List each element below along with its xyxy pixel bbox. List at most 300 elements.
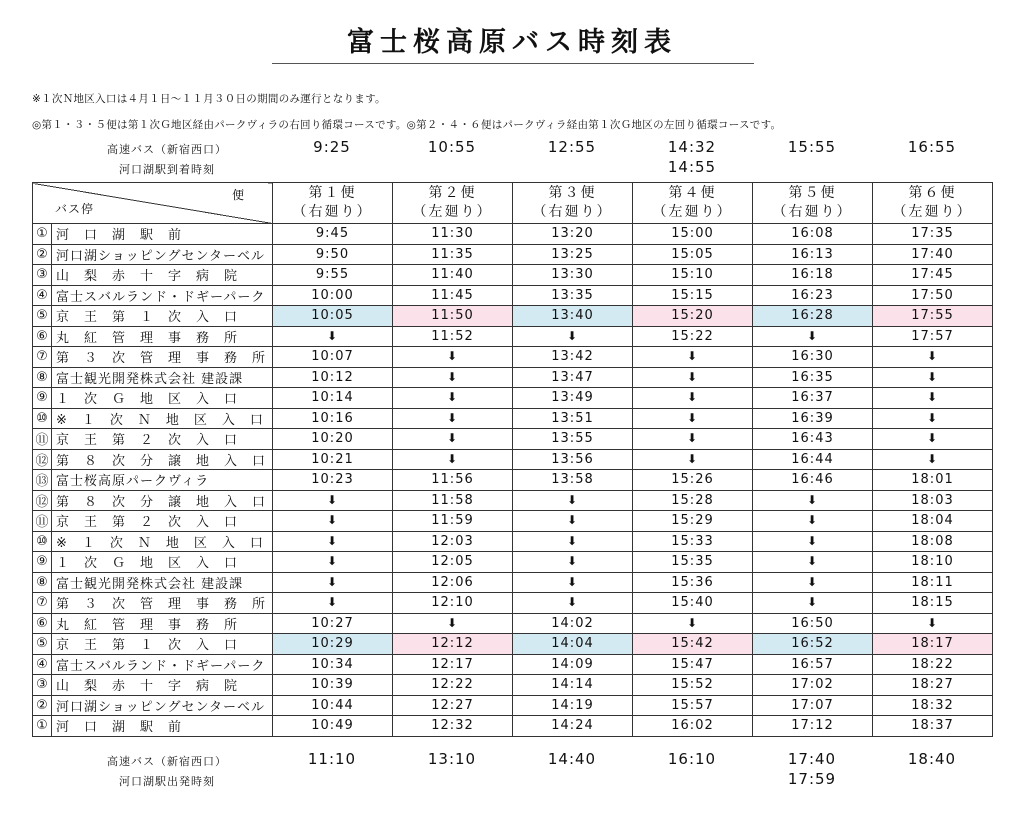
pass-arrow-icon xyxy=(753,531,873,552)
down-arrow-icon: ⬇ xyxy=(566,595,579,610)
table-row xyxy=(33,552,993,573)
time-cell: 11:30 xyxy=(393,224,513,245)
stop-name: 山 梨 赤 十 字 病 院 xyxy=(52,675,273,696)
time-cell: 10:20 xyxy=(273,429,393,450)
table-row xyxy=(33,511,993,532)
time-cell: 10:21 xyxy=(273,449,393,470)
time-cell: 10:00 xyxy=(273,285,393,306)
stop-number: ⑧ xyxy=(33,572,52,593)
pass-arrow-icon xyxy=(513,572,633,593)
time-cell: 11:45 xyxy=(393,285,513,306)
down-arrow-icon: ⬇ xyxy=(806,595,819,610)
time-cell: 18:01 xyxy=(873,470,993,491)
time-cell: 16:18 xyxy=(753,265,873,286)
express-bottom-row xyxy=(32,749,992,769)
operation-note: ※１次Ｎ地区入口は４月１日〜１１月３０日の期間のみ運行となります。 xyxy=(32,93,386,105)
time-cell: 16:46 xyxy=(753,470,873,491)
time-cell: 17:02 xyxy=(753,675,873,696)
time-cell: 16:44 xyxy=(753,449,873,470)
down-arrow-icon: ⬇ xyxy=(446,451,459,466)
time-cell: 10:14 xyxy=(273,388,393,409)
pass-arrow-icon xyxy=(873,429,993,450)
express-bottom-time: 17:40 xyxy=(787,750,837,768)
time-cell: 12:27 xyxy=(393,695,513,716)
express-bottom-time: 13:10 xyxy=(427,750,477,768)
trip-direction: （左廻り） xyxy=(412,204,493,220)
time-cell: 10:27 xyxy=(273,613,393,634)
time-cell: 17:45 xyxy=(873,265,993,286)
down-arrow-icon: ⬇ xyxy=(806,513,819,528)
time-cell: 16:02 xyxy=(633,716,753,737)
stop-name: 第 ３ 次 管 理 事 務 所 xyxy=(52,347,273,368)
time-cell: 10:07 xyxy=(273,347,393,368)
timetable xyxy=(32,182,993,737)
stop-name: １ 次 Ｇ 地 区 入 口 xyxy=(52,552,273,573)
down-arrow-icon: ⬇ xyxy=(566,513,579,528)
stop-name: １ 次 Ｇ 地 区 入 口 xyxy=(52,388,273,409)
time-cell: 13:42 xyxy=(513,347,633,368)
time-cell: 11:50 xyxy=(393,306,513,327)
stop-number: ⑤ xyxy=(33,634,52,655)
arrival-label: 河口湖駅到着時刻 xyxy=(119,163,215,176)
time-cell: 16:23 xyxy=(753,285,873,306)
arrival-row xyxy=(32,157,992,177)
time-cell: 13:47 xyxy=(513,367,633,388)
time-cell: 14:04 xyxy=(513,634,633,655)
pass-arrow-icon xyxy=(273,593,393,614)
down-arrow-icon: ⬇ xyxy=(926,451,939,466)
time-cell: 16:13 xyxy=(753,244,873,265)
time-cell: 10:29 xyxy=(273,634,393,655)
trip-header xyxy=(273,183,393,224)
down-arrow-icon: ⬇ xyxy=(326,513,339,528)
stop-name: 丸 紅 管 理 事 務 所 xyxy=(52,326,273,347)
table-row xyxy=(33,716,993,737)
down-arrow-icon: ⬇ xyxy=(926,349,939,364)
time-cell: 11:58 xyxy=(393,490,513,511)
pass-arrow-icon xyxy=(633,449,753,470)
trip-direction: （左廻り） xyxy=(652,204,733,220)
stop-number: ③ xyxy=(33,675,52,696)
pass-arrow-icon xyxy=(633,367,753,388)
table-row xyxy=(33,593,993,614)
pass-arrow-icon xyxy=(513,490,633,511)
pass-arrow-icon xyxy=(393,429,513,450)
stop-name: 第 ８ 次 分 譲 地 入 口 xyxy=(52,449,273,470)
down-arrow-icon: ⬇ xyxy=(446,410,459,425)
pass-arrow-icon xyxy=(513,511,633,532)
stop-name: 河口湖ショッピングセンターベル xyxy=(52,695,273,716)
down-arrow-icon: ⬇ xyxy=(446,369,459,384)
time-cell: 10:44 xyxy=(273,695,393,716)
time-cell: 12:32 xyxy=(393,716,513,737)
arrival-time: 14:55 xyxy=(667,158,717,176)
time-cell: 15:33 xyxy=(633,531,753,552)
time-cell: 16:50 xyxy=(753,613,873,634)
express-top-row xyxy=(32,137,992,157)
stop-name: 京 王 第 １ 次 入 口 xyxy=(52,634,273,655)
time-cell: 18:27 xyxy=(873,675,993,696)
stop-number: ⑪ xyxy=(33,429,52,450)
pass-arrow-icon xyxy=(753,572,873,593)
time-cell: 15:05 xyxy=(633,244,753,265)
table-row xyxy=(33,429,993,450)
stop-name: 富士スバルランド・ドギーパーク xyxy=(52,285,273,306)
express-bottom-time: 14:40 xyxy=(547,750,597,768)
time-cell: 12:05 xyxy=(393,552,513,573)
pass-arrow-icon xyxy=(513,326,633,347)
stop-name: 第 ８ 次 分 譲 地 入 口 xyxy=(52,490,273,511)
table-row xyxy=(33,695,993,716)
time-cell: 18:08 xyxy=(873,531,993,552)
time-cell: 15:00 xyxy=(633,224,753,245)
timetable-body xyxy=(33,224,993,737)
down-arrow-icon: ⬇ xyxy=(686,451,699,466)
express-arrival-block xyxy=(32,137,992,177)
down-arrow-icon: ⬇ xyxy=(806,574,819,589)
table-row xyxy=(33,634,993,655)
down-arrow-icon: ⬇ xyxy=(806,492,819,507)
down-arrow-icon: ⬇ xyxy=(566,554,579,569)
stop-number: ⑧ xyxy=(33,367,52,388)
time-cell: 12:03 xyxy=(393,531,513,552)
stop-name: 河 口 湖 駅 前 xyxy=(52,224,273,245)
time-cell: 14:02 xyxy=(513,613,633,634)
time-cell: 12:22 xyxy=(393,675,513,696)
pass-arrow-icon xyxy=(873,408,993,429)
time-cell: 16:30 xyxy=(753,347,873,368)
down-arrow-icon: ⬇ xyxy=(326,595,339,610)
pass-arrow-icon xyxy=(753,511,873,532)
time-cell: 12:17 xyxy=(393,654,513,675)
stop-number: ⑦ xyxy=(33,347,52,368)
pass-arrow-icon xyxy=(513,552,633,573)
express-top-time: 12:55 xyxy=(547,138,597,156)
down-arrow-icon: ⬇ xyxy=(566,574,579,589)
time-cell: 16:35 xyxy=(753,367,873,388)
pass-arrow-icon xyxy=(513,593,633,614)
down-arrow-icon: ⬇ xyxy=(686,369,699,384)
down-arrow-icon: ⬇ xyxy=(926,369,939,384)
time-cell: 17:50 xyxy=(873,285,993,306)
trip-header xyxy=(873,183,993,224)
trip-name: 第２便 xyxy=(428,185,477,201)
pass-arrow-icon xyxy=(633,429,753,450)
time-cell: 15:36 xyxy=(633,572,753,593)
pass-arrow-icon xyxy=(753,593,873,614)
down-arrow-icon: ⬇ xyxy=(446,349,459,364)
down-arrow-icon: ⬇ xyxy=(326,492,339,507)
pass-arrow-icon xyxy=(393,449,513,470)
express-top-time: 14:32 xyxy=(667,138,717,156)
time-cell: 18:04 xyxy=(873,511,993,532)
time-cell: 10:39 xyxy=(273,675,393,696)
pass-arrow-icon xyxy=(273,531,393,552)
time-cell: 17:57 xyxy=(873,326,993,347)
pass-arrow-icon xyxy=(873,613,993,634)
express-top-time: 10:55 xyxy=(427,138,477,156)
express-bottom-time: 18:40 xyxy=(907,750,957,768)
pass-arrow-icon xyxy=(393,347,513,368)
table-row xyxy=(33,388,993,409)
stop-name: 富士観光開発株式会社 建設課 xyxy=(52,572,273,593)
departure-row xyxy=(32,769,992,789)
down-arrow-icon: ⬇ xyxy=(686,410,699,425)
down-arrow-icon: ⬇ xyxy=(326,554,339,569)
time-cell: 17:55 xyxy=(873,306,993,327)
down-arrow-icon: ⬇ xyxy=(446,431,459,446)
down-arrow-icon: ⬇ xyxy=(686,431,699,446)
table-row xyxy=(33,613,993,634)
stop-name: 富士スバルランド・ドギーパーク xyxy=(52,654,273,675)
stop-number: ⑨ xyxy=(33,388,52,409)
down-arrow-icon: ⬇ xyxy=(806,328,819,343)
trip-name: 第４便 xyxy=(668,185,717,201)
trip-direction: （右廻り） xyxy=(292,204,373,220)
table-row xyxy=(33,408,993,429)
stop-number: ④ xyxy=(33,285,52,306)
time-cell: 18:10 xyxy=(873,552,993,573)
stop-name: 河 口 湖 駅 前 xyxy=(52,716,273,737)
express-bottom-time: 11:10 xyxy=(307,750,357,768)
pass-arrow-icon xyxy=(633,408,753,429)
time-cell: 16:57 xyxy=(753,654,873,675)
time-cell: 12:06 xyxy=(393,572,513,593)
time-cell: 13:56 xyxy=(513,449,633,470)
time-cell: 16:28 xyxy=(753,306,873,327)
time-cell: 11:59 xyxy=(393,511,513,532)
table-row xyxy=(33,306,993,327)
down-arrow-icon: ⬇ xyxy=(686,390,699,405)
time-cell: 18:15 xyxy=(873,593,993,614)
stop-number: ⑫ xyxy=(33,490,52,511)
time-cell: 10:05 xyxy=(273,306,393,327)
table-row xyxy=(33,244,993,265)
time-cell: 14:14 xyxy=(513,675,633,696)
time-cell: 13:40 xyxy=(513,306,633,327)
table-row xyxy=(33,572,993,593)
pass-arrow-icon xyxy=(633,388,753,409)
time-cell: 17:35 xyxy=(873,224,993,245)
time-cell: 15:28 xyxy=(633,490,753,511)
stop-name: 富士観光開発株式会社 建設課 xyxy=(52,367,273,388)
table-row xyxy=(33,449,993,470)
time-cell: 10:16 xyxy=(273,408,393,429)
express-top-time: 9:25 xyxy=(313,138,351,156)
down-arrow-icon: ⬇ xyxy=(926,410,939,425)
stop-number: ② xyxy=(33,695,52,716)
time-cell: 13:35 xyxy=(513,285,633,306)
bin-label: 便 xyxy=(231,188,246,202)
time-cell: 15:35 xyxy=(633,552,753,573)
down-arrow-icon: ⬇ xyxy=(926,615,939,630)
stop-number: ⑩ xyxy=(33,531,52,552)
time-cell: 12:10 xyxy=(393,593,513,614)
down-arrow-icon: ⬇ xyxy=(566,492,579,507)
down-arrow-icon: ⬇ xyxy=(566,328,579,343)
down-arrow-icon: ⬇ xyxy=(806,533,819,548)
time-cell: 15:57 xyxy=(633,695,753,716)
time-cell: 15:40 xyxy=(633,593,753,614)
trip-name: 第３便 xyxy=(548,185,597,201)
time-cell: 10:23 xyxy=(273,470,393,491)
stop-number: ② xyxy=(33,244,52,265)
page-title: 富士桜高原バス時刻表 xyxy=(347,27,677,58)
pass-arrow-icon xyxy=(273,552,393,573)
stop-name: 京 王 第 １ 次 入 口 xyxy=(52,306,273,327)
time-cell: 15:29 xyxy=(633,511,753,532)
pass-arrow-icon xyxy=(273,490,393,511)
time-cell: 12:12 xyxy=(393,634,513,655)
stop-number: ⑥ xyxy=(33,326,52,347)
trip-header xyxy=(753,183,873,224)
stop-number: ① xyxy=(33,224,52,245)
time-cell: 11:56 xyxy=(393,470,513,491)
time-cell: 13:49 xyxy=(513,388,633,409)
table-row xyxy=(33,531,993,552)
time-cell: 13:25 xyxy=(513,244,633,265)
express-top-time: 16:55 xyxy=(907,138,957,156)
express-top-label: 高速バス（新宿西口） xyxy=(107,143,227,156)
table-row xyxy=(33,470,993,491)
time-cell: 16:52 xyxy=(753,634,873,655)
stop-number: ⑫ xyxy=(33,449,52,470)
trip-name: 第６便 xyxy=(908,185,957,201)
time-cell: 14:24 xyxy=(513,716,633,737)
down-arrow-icon: ⬇ xyxy=(806,554,819,569)
time-cell: 14:19 xyxy=(513,695,633,716)
time-cell: 17:07 xyxy=(753,695,873,716)
time-cell: 13:58 xyxy=(513,470,633,491)
trip-direction: （左廻り） xyxy=(892,204,973,220)
pass-arrow-icon xyxy=(513,531,633,552)
stop-name: 京 王 第 ２ 次 入 口 xyxy=(52,511,273,532)
trip-direction: （右廻り） xyxy=(772,204,853,220)
time-cell: 14:09 xyxy=(513,654,633,675)
time-cell: 13:51 xyxy=(513,408,633,429)
stop-name: 丸 紅 管 理 事 務 所 xyxy=(52,613,273,634)
table-row xyxy=(33,490,993,511)
stop-label: バス停 xyxy=(55,202,95,216)
time-cell: 16:37 xyxy=(753,388,873,409)
time-cell: 15:15 xyxy=(633,285,753,306)
pass-arrow-icon xyxy=(873,347,993,368)
stop-name: 富士桜高原パークヴィラ xyxy=(52,470,273,491)
stop-number: ③ xyxy=(33,265,52,286)
express-bottom-time: 16:10 xyxy=(667,750,717,768)
express-departure-block xyxy=(32,749,992,789)
time-cell: 15:47 xyxy=(633,654,753,675)
pass-arrow-icon xyxy=(273,511,393,532)
down-arrow-icon: ⬇ xyxy=(446,390,459,405)
time-cell: 15:20 xyxy=(633,306,753,327)
time-cell: 9:45 xyxy=(273,224,393,245)
down-arrow-icon: ⬇ xyxy=(686,615,699,630)
stop-number: ⑥ xyxy=(33,613,52,634)
stop-name: ※ １ 次 Ｎ 地 区 入 口 xyxy=(52,531,273,552)
time-cell: 11:52 xyxy=(393,326,513,347)
time-cell: 16:08 xyxy=(753,224,873,245)
stop-number: ⑦ xyxy=(33,593,52,614)
pass-arrow-icon xyxy=(273,572,393,593)
down-arrow-icon: ⬇ xyxy=(326,328,339,343)
trip-direction: （右廻り） xyxy=(532,204,613,220)
down-arrow-icon: ⬇ xyxy=(446,615,459,630)
time-cell: 18:03 xyxy=(873,490,993,511)
time-cell: 10:12 xyxy=(273,367,393,388)
route-note: ◎第１・３・５便は第１次Ｇ地区経由パークヴィラの右回り循環コースです。◎第２・４・６便はパークヴィラ経由第１次Ｇ地区の左回り循環コースです。 xyxy=(32,119,782,131)
table-row xyxy=(33,654,993,675)
time-cell: 13:30 xyxy=(513,265,633,286)
title-underline xyxy=(272,63,754,64)
time-cell: 11:35 xyxy=(393,244,513,265)
time-cell: 16:39 xyxy=(753,408,873,429)
time-cell: 15:52 xyxy=(633,675,753,696)
time-cell: 18:37 xyxy=(873,716,993,737)
header-row xyxy=(33,183,993,224)
stop-number: ⑬ xyxy=(33,470,52,491)
express-bottom-label: 高速バス（新宿西口） xyxy=(107,755,227,768)
down-arrow-icon: ⬇ xyxy=(926,390,939,405)
stop-name: 山 梨 赤 十 字 病 院 xyxy=(52,265,273,286)
time-cell: 18:17 xyxy=(873,634,993,655)
stop-name: 河口湖ショッピングセンターベル xyxy=(52,244,273,265)
pass-arrow-icon xyxy=(393,367,513,388)
time-cell: 10:34 xyxy=(273,654,393,675)
down-arrow-icon: ⬇ xyxy=(686,349,699,364)
stop-name: ※ １ 次 Ｎ 地 区 入 口 xyxy=(52,408,273,429)
time-cell: 15:26 xyxy=(633,470,753,491)
pass-arrow-icon xyxy=(753,490,873,511)
time-cell: 13:20 xyxy=(513,224,633,245)
trip-name: 第１便 xyxy=(308,185,357,201)
pass-arrow-icon xyxy=(873,388,993,409)
pass-arrow-icon xyxy=(873,367,993,388)
time-cell: 10:49 xyxy=(273,716,393,737)
down-arrow-icon: ⬇ xyxy=(326,574,339,589)
corner-header xyxy=(33,183,273,224)
pass-arrow-icon xyxy=(873,449,993,470)
time-cell: 18:11 xyxy=(873,572,993,593)
table-row xyxy=(33,265,993,286)
time-cell: 15:42 xyxy=(633,634,753,655)
table-row xyxy=(33,367,993,388)
down-arrow-icon: ⬇ xyxy=(926,431,939,446)
pass-arrow-icon xyxy=(633,347,753,368)
pass-arrow-icon xyxy=(753,552,873,573)
stop-number: ⑩ xyxy=(33,408,52,429)
stop-number: ⑪ xyxy=(33,511,52,532)
table-row xyxy=(33,285,993,306)
time-cell: 17:12 xyxy=(753,716,873,737)
departure-time: 17:59 xyxy=(787,770,837,788)
table-row xyxy=(33,326,993,347)
time-cell: 16:43 xyxy=(753,429,873,450)
departure-label: 河口湖駅出発時刻 xyxy=(119,775,215,788)
down-arrow-icon: ⬇ xyxy=(326,533,339,548)
stop-number: ① xyxy=(33,716,52,737)
pass-arrow-icon xyxy=(393,613,513,634)
pass-arrow-icon xyxy=(633,613,753,634)
trip-header xyxy=(513,183,633,224)
pass-arrow-icon xyxy=(393,408,513,429)
time-cell: 18:22 xyxy=(873,654,993,675)
stop-number: ⑤ xyxy=(33,306,52,327)
time-cell: 17:40 xyxy=(873,244,993,265)
time-cell: 15:22 xyxy=(633,326,753,347)
trip-header xyxy=(393,183,513,224)
down-arrow-icon: ⬇ xyxy=(566,533,579,548)
